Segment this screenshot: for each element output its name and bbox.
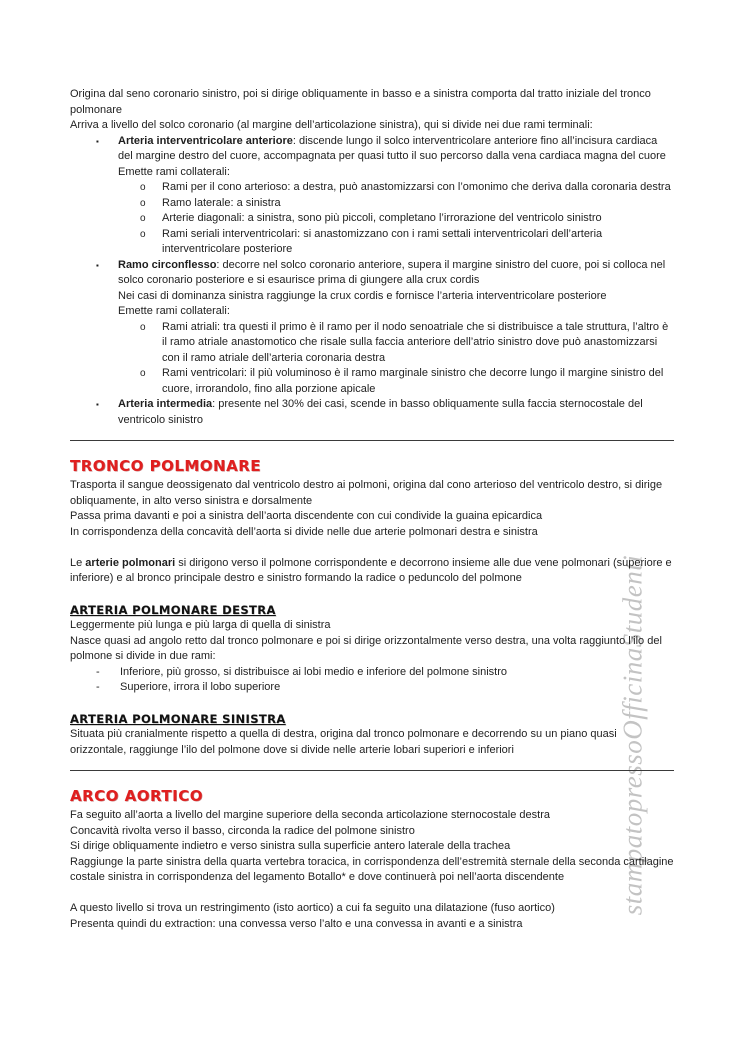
sub-list-item-text: Rami atriali: tra questi il primo è il ramo per il nodo senoatriale che si distribuisce a tale struttura, l’altro è il ramo atriale anastomotico che risale sulla faccia anteriore dell’atrio sinistro dove può anastomizzarsi con il ramo atriale dell’arteria coronaria destra xyxy=(162,320,669,364)
sub-list-item-text: Rami ventricolari: il più voluminoso è il ramo marginale sinistro che decorre lungo il margine sinistro del cuore, irrorandolo, fino alla porzione apicale xyxy=(162,367,664,395)
paragraph: In corrispondenza della concavità dell’aorta si divide nelle due arterie polmonari destra e sinistra xyxy=(70,525,538,538)
list-item-continuation: Emette rami collaterali: xyxy=(118,305,230,317)
list-item-lead: Ramo circonflesso xyxy=(118,258,217,271)
paragraph: Si dirige obliquamente indietro e verso sinistra sulla superficie antero laterale della trachea xyxy=(70,840,511,852)
blank-line xyxy=(70,540,674,556)
dash-list-item-text: Superiore, irrora il lobo superiore xyxy=(120,681,281,693)
sub-list-item xyxy=(70,366,674,397)
dash-bullet-icon: - xyxy=(96,665,100,678)
paragraph: Arriva a livello del solco coronario (al margine dell’articolazione sinistra), qui si divide nei due rami terminali: xyxy=(70,119,593,131)
sub-list-item-text: Rami seriali interventricolari: si anastomizzano con i rami settali interventricolari dell’arteria interventricolare posteriore xyxy=(162,227,603,255)
sub-list-item xyxy=(70,196,674,212)
subsection-title-arteria-polmonare-destra: ARTERIA POLMONARE DESTRA xyxy=(70,603,276,617)
dash-bullet-icon: - xyxy=(96,681,100,693)
paragraph-bold-text: arterie polmonari xyxy=(85,556,176,569)
paragraph: A questo livello si trova un restringimento (isto aortico) a cui fa seguito una dilatazione (fuso aortico) xyxy=(70,902,555,914)
blank-line xyxy=(70,587,674,603)
dash-list-item xyxy=(70,665,674,681)
paragraph: Raggiunge la parte sinistra della quarta vertebra toracica, in corrispondenza dell’estremità sternale della seconda cartilagine costale sinistra in corrispondenza del legamento Botallo* e dove continuerà poi nell’aorta discendente xyxy=(70,855,674,883)
paragraph: Passa prima davanti e poi a sinistra dell’aorta discendente con cui condivide la guaina epicardica xyxy=(70,510,543,522)
dash-list-item xyxy=(70,680,674,696)
sub-list-item-text: Ramo laterale: a sinistra xyxy=(162,196,281,209)
circle-bullet-icon: o xyxy=(140,197,146,209)
square-bullet-icon: ▪ xyxy=(96,136,99,146)
paragraph: Leggermente più lunga e più larga di quella di sinistra xyxy=(70,619,331,631)
sub-list-item xyxy=(70,227,674,258)
blank-line xyxy=(70,696,674,712)
list-item-continuation: Nei casi di dominanza sinistra raggiunge la crux cordis e fornisce l’arteria interventricolare posteriore xyxy=(118,289,607,302)
circle-bullet-icon: o xyxy=(140,368,146,379)
list-item-lead: Arteria intermedia xyxy=(118,398,213,410)
circle-bullet-icon: o xyxy=(140,321,146,333)
sub-list-item xyxy=(70,180,674,196)
circle-bullet-icon: o xyxy=(140,228,146,240)
list-item-lead: Arteria interventricolare anteriore xyxy=(118,134,293,147)
paragraph: Presenta quindi du extraction: una convessa verso l’alto e una convessa in avanti e a sinistra xyxy=(70,917,523,930)
list-item-continuation: Emette rami collaterali: xyxy=(118,165,230,178)
sub-list-item xyxy=(70,211,674,227)
list-item-text: : discende lungo il solco interventricolare anteriore fino all’incisura cardiaca del margine destro del cuore, accompagnata per quasi tutto il suo percorso dalla vena cardiaca magna del cuore xyxy=(118,134,666,162)
paragraph: Nasce quasi ad angolo retto dal tronco polmonare e poi si dirige orizzontalmente verso destra, una volta raggiunto l’ilo del polmone si divide in due rami: xyxy=(70,634,662,662)
paragraph: Situata più cranialmente rispetto a quella di destra, origina dal tronco polmonare e decorrendo su un piano quasi orizzontale, raggiunge l’ilo del polmone dove si divide nelle arterie lobari superiori e inferiori xyxy=(70,728,617,756)
section-divider xyxy=(70,770,674,771)
list-item xyxy=(70,258,674,289)
watermark-text: stampatopressoOfficinaStudenti xyxy=(617,554,648,916)
dash-list-item-text: Inferiore, più grosso, si distribuisce ai lobi medio e inferiore del polmone sinistro xyxy=(120,665,508,678)
subsection-title-arteria-polmonare-sinistra: ARTERIA POLMONARE SINISTRA xyxy=(70,712,286,726)
paragraph: Fa seguito all’aorta a livello del margine superiore della seconda articolazione sternocostale destra xyxy=(70,809,550,821)
blank-line xyxy=(70,886,674,902)
sub-list-item-text: Arterie diagonali: a sinistra, sono più piccoli, completano l’irrorazione del ventricolo sinistro xyxy=(162,212,602,224)
paragraph: Concavità rivolta verso il basso, circonda la radice del polmone sinistro xyxy=(70,824,415,837)
paragraph: Origina dal seno coronario sinistro, poi si dirige obliquamente in basso e a sinistra comporta dal tratto iniziale del tronco polmonare xyxy=(70,88,651,116)
circle-bullet-icon: o xyxy=(140,182,146,193)
list-item-text: : decorre nel solco coronario anteriore, supera il margine sinistro del cuore, poi si colloca nel solco coronario posteriore e si esaurisce prima di giungere alla crux cordis xyxy=(118,258,666,286)
section-title-arco-aortico: ARCO AORTICO xyxy=(70,787,203,805)
section-divider xyxy=(70,440,674,441)
square-bullet-icon: ▪ xyxy=(96,400,99,409)
paragraph-text: Le xyxy=(70,556,86,569)
list-item xyxy=(70,134,674,165)
circle-bullet-icon: o xyxy=(140,213,146,224)
list-item-text: : presente nel 30% dei casi, scende in basso obliquamente sulla faccia sternocostale del ventricolo sinistro xyxy=(118,398,643,426)
paragraph xyxy=(70,556,674,587)
paragraph-text: si dirigono verso il polmone corrispondente e decorrono insieme alle due vene polmonari (superiore e inferiore) e al bronco principale destro e sinistro formando la radice o peduncolo del polmone xyxy=(70,556,672,584)
square-bullet-icon: ▪ xyxy=(96,260,99,270)
document-content xyxy=(70,87,674,932)
sub-list-item xyxy=(70,320,674,367)
list-item xyxy=(70,397,674,428)
section-title-tronco-polmonare: TRONCO POLMONARE xyxy=(70,457,262,475)
paragraph: Trasporta il sangue deossigenato dal ventricolo destro ai polmoni, origina dal cono arterioso del ventricolo destro, si dirige obliquamente, in alto verso sinistra e dorsalmente xyxy=(70,479,663,507)
sub-list-item-text: Rami per il cono arterioso: a destra, può anastomizzarsi con l’omonimo che deriva dalla coronaria destra xyxy=(162,181,671,193)
